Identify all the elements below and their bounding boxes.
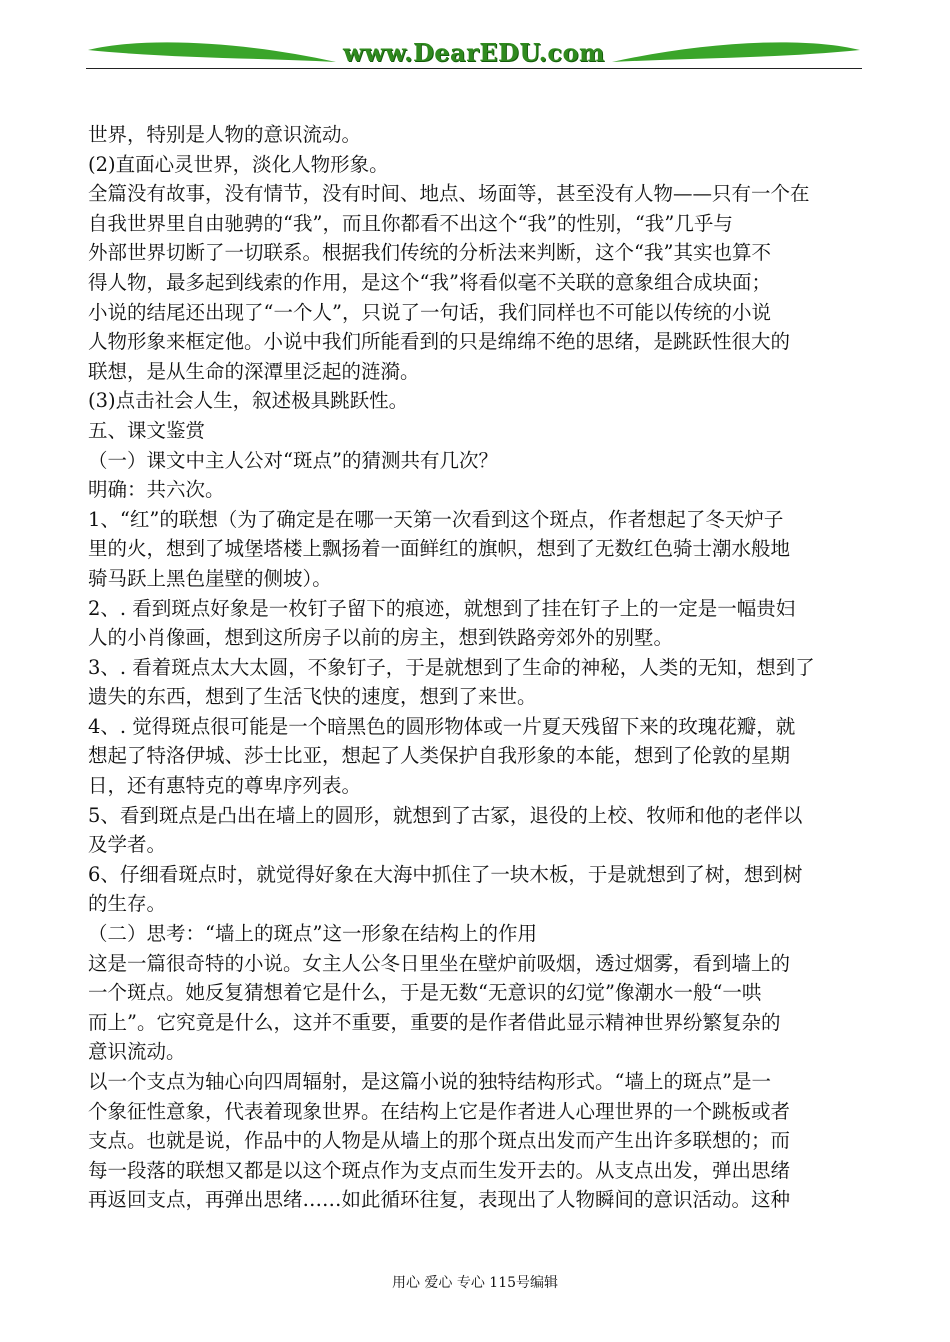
text-line: 每一段落的联想又都是以这个斑点作为支点而生发开去的。从支点出发，弹出思绪	[88, 1158, 791, 1182]
text-line: 这是一篇很奇特的小说。女主人公冬日里坐在壁炉前吸烟，透过烟雾，看到墙上的	[88, 951, 791, 975]
text-line: 骑马跃上黑色崖壁的侧坡）。	[88, 566, 332, 590]
text-line: 得人物，最多起到线索的作用，是这个“我”将看似毫不关联的意象组合成块面；	[88, 270, 771, 294]
text-line: 小说的结尾还出现了“一个人”，只说了一句话，我们同样也不可能以传统的小说	[88, 300, 771, 324]
text-line: 明确：共六次。	[88, 478, 225, 502]
text-line: 1、“红”的联想（为了确定是在哪一天第一次看到这个斑点，作者想起了冬天炉子	[88, 507, 784, 531]
text-line: 想起了特洛伊城、莎士比亚，想起了人类保护自我形象的本能，想到了伦敦的星期	[88, 744, 791, 768]
document-body	[88, 120, 864, 1215]
header-divider	[86, 68, 862, 69]
text-line: 里的火，想到了城堡塔楼上飘扬着一面鲜红的旗帜，想到了无数红色骑士潮水般地	[88, 537, 791, 561]
text-line: 自我世界里自由驰骋的“我”，而且你都看不出这个“我”的性别，“我”几乎与	[88, 211, 733, 235]
text-line: 的生存。	[88, 892, 167, 916]
question-heading: （二）思考：“墙上的斑点”这一形象在结构上的作用	[88, 922, 537, 946]
text-line: 人物形象来框定他。小说中我们所能看到的只是绵绵不绝的思绪，是跳跃性很大的	[88, 330, 791, 354]
text-line: 3、. 看着斑点太大太圆，不象钉子，于是就想到了生命的神秘，人类的无知，想到了	[88, 655, 815, 679]
question-heading: （一）课文中主人公对“斑点”的猜测共有几次？	[88, 448, 498, 472]
site-logo: www.DearEDU.com	[343, 38, 605, 67]
text-line: 个象征性意象，代表着现象世界。在结构上它是作者进人心理世界的一个跳板或者	[88, 1099, 791, 1123]
text-line: 全篇没有故事，没有情节，没有时间、地点、场面等，甚至没有人物——只有一个在	[88, 182, 810, 206]
text-line: 5、看到斑点是凸出在墙上的圆形，就想到了古冢，退役的上校、牧师和他的老伴以	[88, 803, 803, 827]
text-line: 再返回支点，再弹出思绪……如此循环往复，表现出了人物瞬间的意识活动。这种	[88, 1188, 791, 1212]
text-line: 联想，是从生命的深潭里泛起的涟漪。	[88, 359, 420, 383]
text-line: (2)直面心灵世界，淡化人物形象。	[88, 152, 389, 176]
page-header	[86, 28, 862, 72]
section-heading: 五、课文鉴赏	[88, 418, 206, 442]
text-line: 及学者。	[88, 833, 167, 857]
text-line: 日，还有惠特克的尊卑序列表。	[88, 774, 362, 798]
text-line: 而上”。它究竟是什么，这并不重要，重要的是作者借此显示精神世界纷繁复杂的	[88, 1010, 781, 1034]
text-line: 外部世界切断了一切联系。根据我们传统的分析法来判断，这个“我”其实也算不	[88, 241, 771, 265]
text-line: 以一个支点为轴心向四周辐射，是这篇小说的独特结构形式。“墙上的斑点”是一	[88, 1070, 771, 1093]
text-line: 支点。也就是说，作品中的人物是从墙上的那个斑点出发而产生出许多联想的；而	[88, 1129, 791, 1153]
text-line: 世界，特别是人物的意识流动。	[88, 123, 362, 146]
text-line: 6、仔细看斑点时，就觉得好象在大海中抓住了一块木板，于是就想到了树，想到树	[88, 862, 803, 886]
text-line: 遗失的东西，想到了生活飞快的速度，想到了来世。	[88, 685, 537, 709]
text-line: 意识流动。	[88, 1040, 186, 1064]
text-line: 4、. 觉得斑点很可能是一个暗黑色的圆形物体或一片夏天残留下来的玫瑰花瓣，就	[88, 714, 796, 738]
text-line: 一个斑点。她反复猜想着它是什么，于是无数“无意识的幻觉”像潮水一般“一哄	[88, 981, 762, 1005]
text-line: (3)点击社会人生，叙述极具跳跃性。	[88, 389, 409, 413]
text-line: 人的小肖像画，想到这所房子以前的房主，想到铁路旁郊外的别墅。	[88, 626, 674, 650]
text-line: 2、. 看到斑点好象是一枚钉子留下的痕迹，就想到了挂在钉子上的一定是一幅贵妇	[88, 596, 796, 620]
page-footer: 用心 爱心 专心 115号编辑	[391, 1275, 559, 1291]
